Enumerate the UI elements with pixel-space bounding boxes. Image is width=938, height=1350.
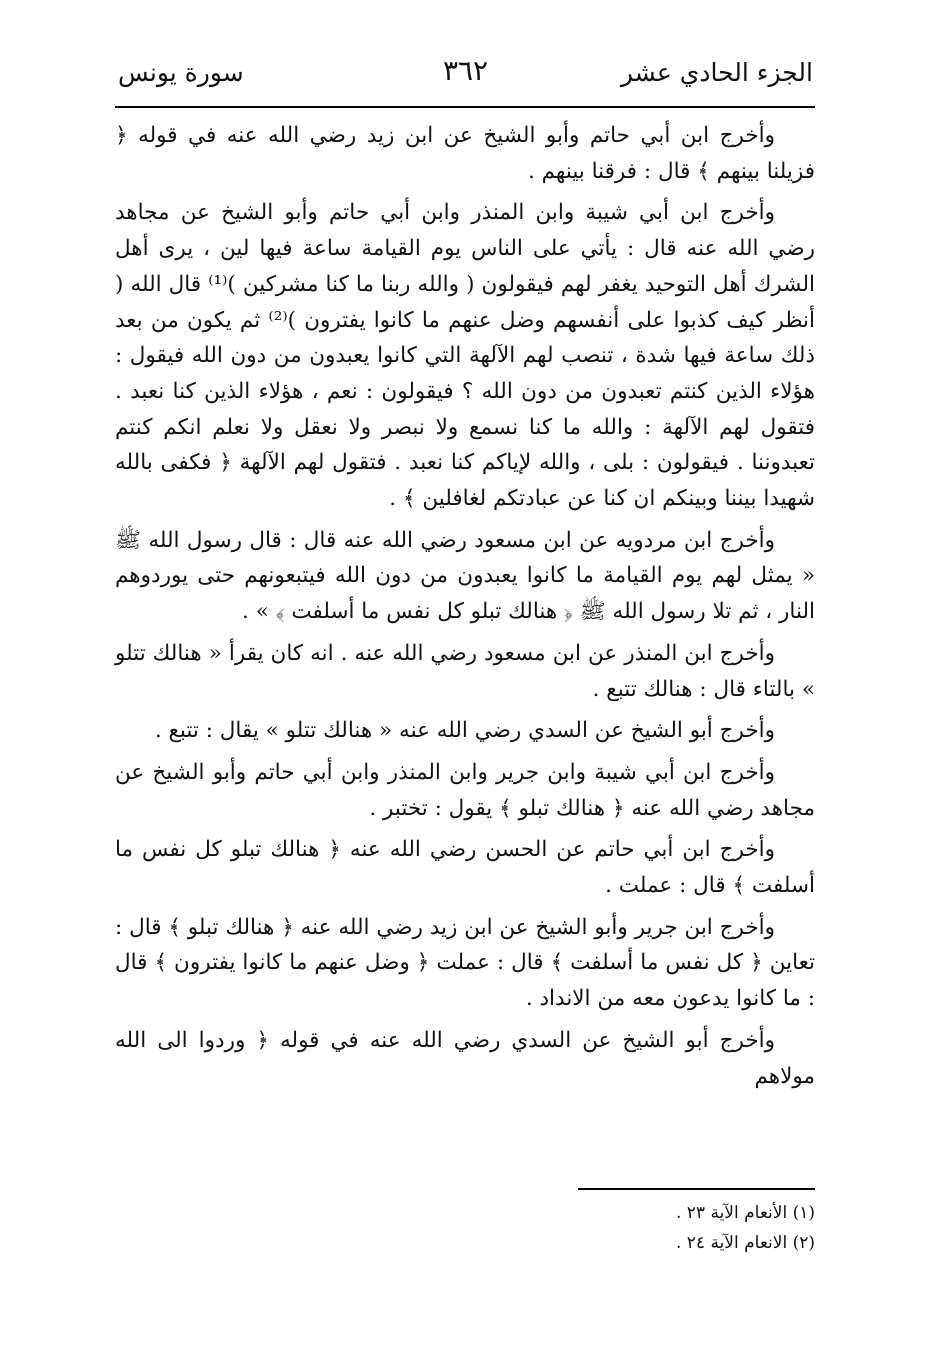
paragraph: وأخرج ابن جرير وأبو الشيخ عن ابن زيد رضي الله عنه ﴿ هنالك تبلو ﴾ قال : تعاين ﴿ كل نفس ما أسلفت ﴾ قال : عملت ﴿ وضل عنهم ما كانوا يفترون ﴾ قال : ما كانوا يدعون معه من الانداد . <box>115 914 815 1012</box>
paragraph: وأخرج ابن مردويه عن ابن مسعود رضي الله عنه قال : قال رسول الله ﷺ « يمثل لهم يوم القيامة ما كانوا يعبدون من دون الله فيتبعونهم حتى يوردوهم النار ، ثم تلا رسول الله ﷺ ﴿ هنالك تبلو كل نفس ما أسلفت ﴾ » . <box>115 527 815 625</box>
paragraph: وأخرج ابن المنذر عن ابن مسعود رضي الله عنه . انه كان يقرأ « هنالك تتلو » بالتاء قال : هنالك تتبع . <box>115 640 815 702</box>
header-rule <box>115 106 815 108</box>
page-number: ٣٦٢ <box>442 54 489 87</box>
footnote: (٢) الانعام الآية ٢٤ . <box>675 1233 815 1253</box>
paragraph: وأخرج أبو الشيخ عن السدي رضي الله عنه في قوله ﴿ وردوا الى الله مولاهم <box>115 1027 815 1089</box>
paragraph: وأخرج ابن أبي شيبة وابن جرير وابن المنذر وابن أبي حاتم وأبو الشيخ عن مجاهد رضي الله عنه ﴿ هنالك تبلو ﴾ يقول : تختبر . <box>115 759 815 821</box>
part-title: الجزء الحادي عشر <box>620 58 813 87</box>
paragraph: وأخرج أبو الشيخ عن السدي رضي الله عنه « هنالك تتلو » يقال : تتبع . <box>154 718 775 744</box>
footnote-rule <box>578 1188 815 1190</box>
paragraph: وأخرج ابن أبي حاتم عن الحسن رضي الله عنه ﴿ هنالك تبلو كل نفس ما أسلفت ﴾ قال : عملت . <box>115 837 815 899</box>
footnote: (١) الأنعام الآية ٢٣ . <box>675 1203 815 1223</box>
footnotes <box>676 1198 815 1258</box>
surah-title: سورة يونس <box>118 58 244 87</box>
main-text <box>115 118 815 1094</box>
paragraph: وأخرج ابن أبي حاتم وأبو الشيخ عن ابن زيد رضي الله عنه في قوله ﴿ فزيلنا بينهم ﴾ قال : فرقنا بينهم . <box>115 123 815 184</box>
running-header <box>118 48 813 100</box>
paragraph: وأخرج ابن أبي شيبة وابن المنذر وابن أبي حاتم وأبو الشيخ عن مجاهد رضي الله عنه قال : يأتي على الناس يوم القيامة ساعة فيها لين ، يرى أهل الشرك أهل التوحيد يغفر لهم فيقولون ( والله ربنا ما كنا مشركين )⁽¹⁾ قال الله ( أنظر كيف كذبوا على أنفسهم وضل عنهم ما كانوا يفترون )⁽²⁾ ثم يكون من بعد ذلك ساعة فيها شدة ، تنصب لهم الآلهة التي كانوا يعبدون من دون الله فيقول : هؤلاء الذين كنتم تعبدون من دون الله ؟ فيقولون : نعم ، هؤلاء الذين كنا نعبد . فتقول لهم الآلهة : والله ما كنا نسمع ولا نبصر ولا نعقل ولا نعلم انكم كنتم تعبدوننا . فيقولون : بلى ، والله لإياكم كنا نعبد . فتقول لهم الآلهة ﴿ فكفى بالله شهيدا بيننا وبينكم ان كنا عن عبادتكم لغافلين ﴾ . <box>115 200 815 512</box>
